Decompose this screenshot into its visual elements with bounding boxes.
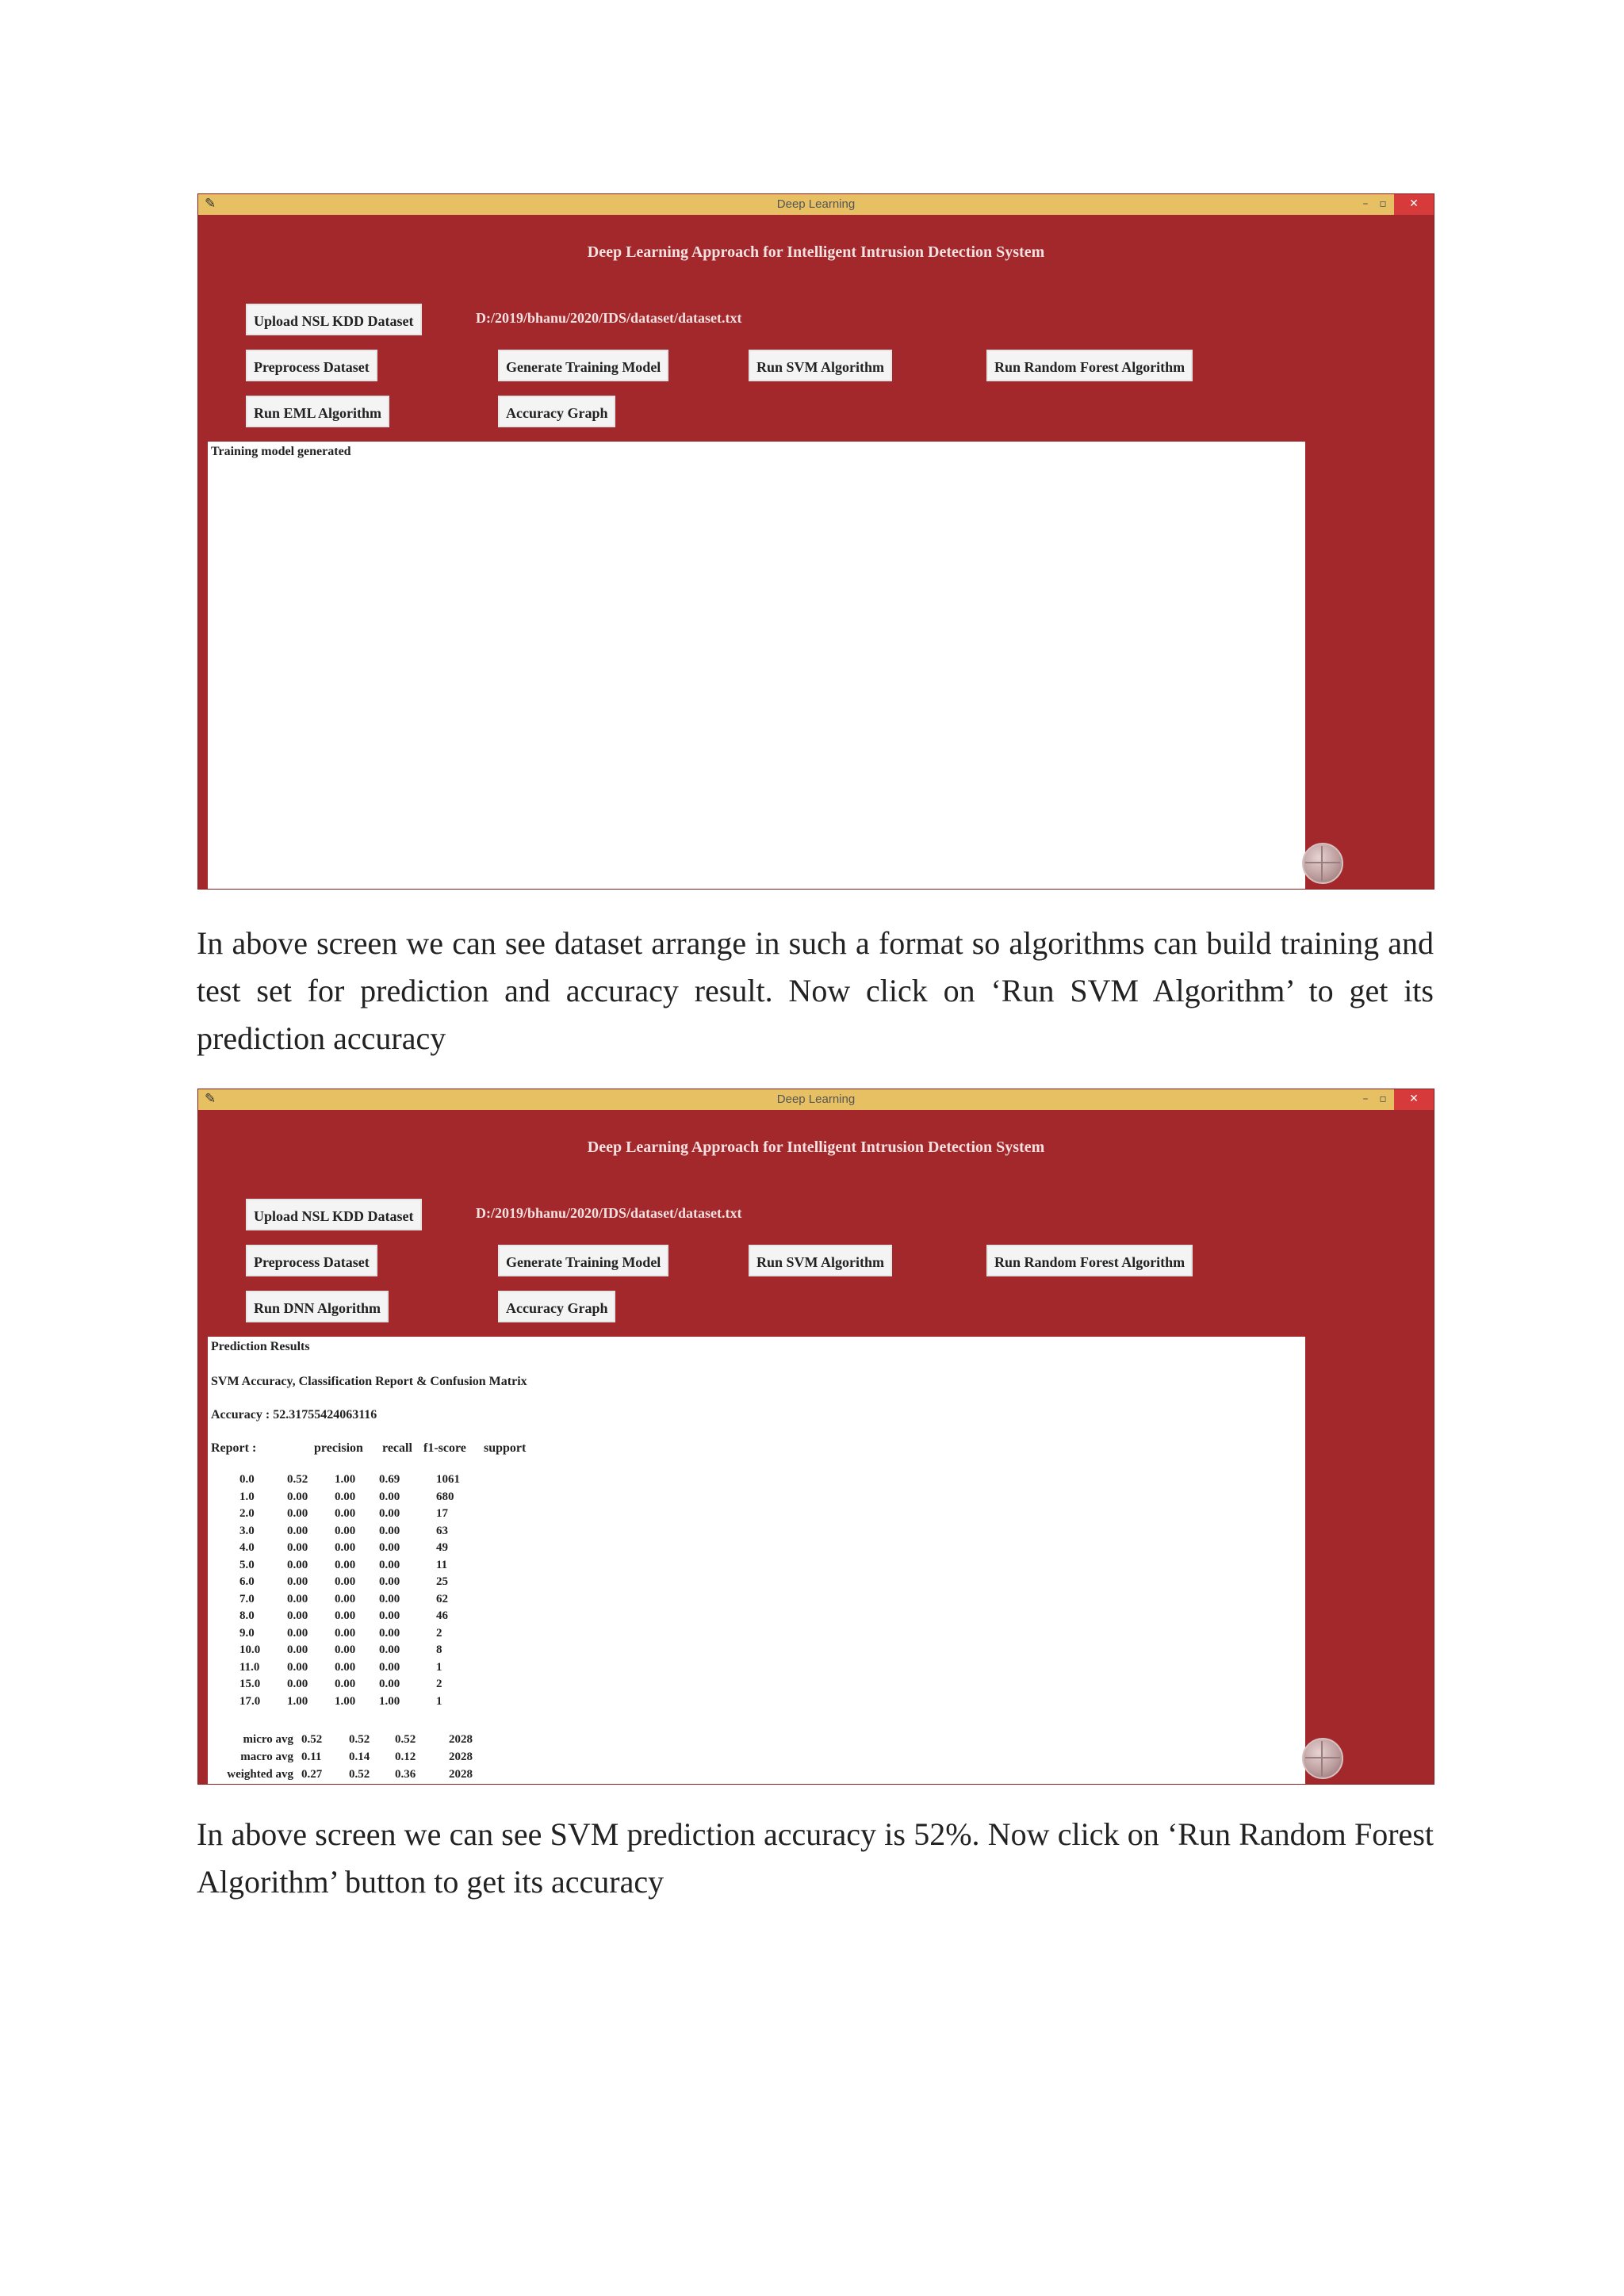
generate-training-model-button[interactable]: Generate Training Model [498,350,668,381]
report-cell: 0.00 [379,1626,400,1640]
preprocess-dataset-button[interactable]: Preprocess Dataset [246,1245,377,1276]
report-cell: 2 [436,1678,442,1690]
report-col-header: precision [314,1441,363,1455]
run-random-forest-button[interactable]: Run Random Forest Algorithm [986,1245,1193,1276]
report-cell: 1.00 [335,1694,356,1708]
report-cell: 1 [436,1694,442,1708]
generate-training-model-button[interactable]: Generate Training Model [498,1245,668,1276]
results-subtitle: SVM Accuracy, Classification Report & Confusion Matrix [211,1375,527,1388]
close-button[interactable]: ✕ [1394,1089,1434,1110]
report-class-label: 15.0 [239,1678,261,1690]
minimize-button[interactable]: – [1362,1093,1369,1105]
report-cell: 0.00 [287,1678,308,1690]
report-cell: 0.00 [379,1558,400,1571]
results-heading: Prediction Results [211,1340,310,1353]
report-cell: 62 [436,1592,448,1605]
report-cell: 11 [436,1558,448,1571]
report-avg-cell: 0.52 [349,1768,370,1781]
run-dnn-button[interactable]: Run DNN Algorithm [246,1291,389,1322]
report-cell: 63 [436,1524,448,1537]
report-avg-cell: 0.52 [301,1733,323,1746]
window-title: Deep Learning [776,1093,856,1106]
report-class-label: 1.0 [239,1490,255,1503]
report-avg-cell: 0.11 [301,1751,322,1763]
report-cell: 0.00 [287,1626,308,1640]
report-col-header: support [484,1441,527,1455]
report-cell: 0.00 [287,1507,308,1520]
report-cell: 0.00 [379,1490,400,1503]
report-avg-cell: 0.12 [395,1751,416,1763]
report-cell: 0.00 [379,1660,400,1674]
report-cell: 0.00 [335,1660,356,1674]
report-class-label: 2.0 [239,1507,255,1520]
report-avg-cell: 0.52 [395,1733,416,1746]
report-cell: 1.00 [335,1473,356,1486]
report-cell: 680 [436,1490,454,1503]
report-avg-cell: 0.27 [301,1768,323,1781]
report-cell: 49 [436,1541,448,1554]
globe-icon [1302,1738,1343,1779]
upload-dataset-button[interactable]: Upload NSL KDD Dataset [246,304,422,335]
report-cell: 25 [436,1575,448,1588]
report-class-label: 9.0 [239,1626,255,1640]
output-text-area[interactable] [208,442,1305,889]
report-cell: 2 [436,1626,442,1640]
preprocess-dataset-button[interactable]: Preprocess Dataset [246,350,377,381]
report-cell: 0.00 [335,1592,356,1605]
app-screenshot-svm-results [198,1089,1434,1784]
report-cell: 17 [436,1507,448,1520]
output-status-text: Training model generated [211,445,351,458]
caption-2: In above screen we can see SVM prediction accuracy is 52%. Now click on ‘Run Random Forest Algorithm’ button to get its accuracy [197,1816,1434,1900]
run-svm-button[interactable]: Run SVM Algorithm [749,1245,892,1276]
report-class-label: 10.0 [239,1644,261,1656]
report-class-label: 6.0 [239,1575,255,1588]
report-avg-cell: 2028 [449,1733,473,1746]
report-class-label: 8.0 [239,1609,255,1622]
close-button[interactable]: ✕ [1394,194,1434,215]
minimize-button[interactable]: – [1362,197,1369,210]
report-class-label: 4.0 [239,1541,255,1554]
report-cell: 1061 [436,1473,460,1486]
report-cell: 0.00 [287,1524,308,1537]
report-cell: 8 [436,1644,442,1656]
app-heading: Deep Learning Approach for Intelligent Intrusion Detection System [587,243,1045,261]
report-cell: 0.00 [287,1609,308,1622]
report-cell: 0.00 [379,1575,400,1588]
report-avg-cell: 0.36 [395,1768,416,1781]
report-cell: 0.69 [379,1473,400,1486]
caption-1: In above screen we can see dataset arrange in such a format so algorithms can build training and test set for prediction and accuracy result. Now click on ‘Run SVM Algorithm’ to get its prediction accuracy [197,925,1434,1056]
report-label: Report : [211,1441,257,1455]
report-cell: 0.00 [335,1507,356,1520]
upload-dataset-button[interactable]: Upload NSL KDD Dataset [246,1199,422,1230]
run-eml-button[interactable]: Run EML Algorithm [246,396,389,427]
report-cell: 0.00 [335,1609,356,1622]
report-class-label: 0.0 [239,1473,255,1486]
report-avg-label: macro avg [240,1751,293,1763]
report-avg-cell: 2028 [449,1768,473,1781]
report-cell: 1.00 [287,1694,308,1708]
window-titlebar [198,1089,1434,1110]
report-cell: 0.00 [335,1626,356,1640]
accuracy-line: Accuracy : 52.31755424063116 [211,1408,377,1422]
report-cell: 0.00 [335,1678,356,1690]
report-cell: 0.00 [379,1678,400,1690]
report-cell: 0.00 [287,1541,308,1554]
run-svm-button[interactable]: Run SVM Algorithm [749,350,892,381]
report-cell: 46 [436,1609,448,1622]
window-title: Deep Learning [776,197,856,211]
dataset-path-label: D:/2019/bhanu/2020/IDS/dataset/dataset.txt [476,310,742,326]
window-titlebar [198,194,1434,215]
report-class-label: 5.0 [239,1558,255,1571]
report-class-label: 3.0 [239,1524,255,1537]
globe-icon [1302,843,1343,884]
report-cell: 0.00 [379,1592,400,1605]
report-cell: 1.00 [379,1694,400,1708]
app-heading: Deep Learning Approach for Intelligent Intrusion Detection System [587,1138,1045,1156]
report-cell: 0.00 [287,1490,308,1503]
report-cell: 0.00 [379,1541,400,1554]
report-avg-cell: 2028 [449,1751,473,1763]
feather-icon: ✎ [205,1091,216,1107]
report-cell: 0.00 [335,1575,356,1588]
dataset-path-label: D:/2019/bhanu/2020/IDS/dataset/dataset.txt [476,1205,742,1221]
report-cell: 0.00 [287,1575,308,1588]
report-cell: 0.00 [335,1490,356,1503]
app-screenshot-training [198,194,1434,889]
report-col-header: recall [382,1441,412,1455]
report-class-label: 7.0 [239,1592,255,1605]
report-avg-label: weighted avg [227,1768,293,1781]
report-cell: 0.00 [379,1507,400,1520]
report-cell: 0.00 [287,1592,308,1605]
maximize-button[interactable]: ▫ [1379,1093,1387,1105]
maximize-button[interactable]: ▫ [1379,197,1387,210]
report-cell: 0.00 [379,1644,400,1656]
report-class-label: 11.0 [239,1660,260,1674]
report-cell: 0.00 [335,1524,356,1537]
report-cell: 0.00 [379,1609,400,1622]
feather-icon: ✎ [205,196,216,212]
report-cell: 0.00 [287,1644,308,1656]
report-cell: 1 [436,1660,442,1674]
report-cell: 0.00 [287,1660,308,1674]
report-class-label: 17.0 [239,1694,261,1708]
report-avg-cell: 0.52 [349,1733,370,1746]
accuracy-graph-button[interactable]: Accuracy Graph [498,1291,615,1322]
report-col-header: f1-score [423,1441,466,1455]
report-cell: 0.00 [335,1558,356,1571]
report-avg-label: micro avg [243,1733,293,1746]
report-cell: 0.00 [335,1541,356,1554]
accuracy-graph-button[interactable]: Accuracy Graph [498,396,615,427]
run-random-forest-button[interactable]: Run Random Forest Algorithm [986,350,1193,381]
report-cell: 0.52 [287,1473,308,1486]
report-cell: 0.00 [287,1558,308,1571]
report-cell: 0.00 [335,1644,356,1656]
report-cell: 0.00 [379,1524,400,1537]
output-text-area[interactable] [208,1337,1305,1784]
report-avg-cell: 0.14 [349,1751,370,1763]
